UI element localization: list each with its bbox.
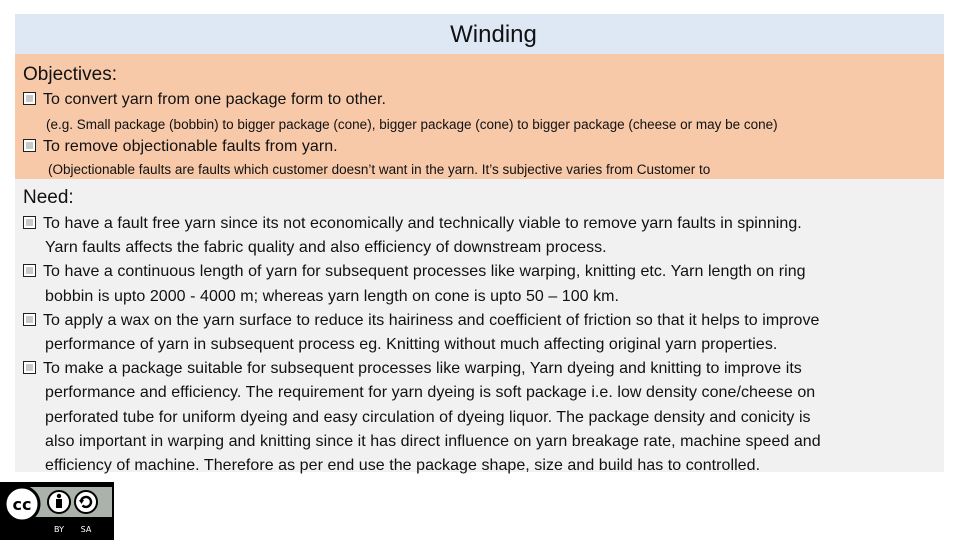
cc-by-sa-license-badge bbox=[0, 482, 114, 540]
need-item-line: To apply a wax on the yarn surface to reduce its hairiness and coefficient of friction so that it helps to improve bbox=[43, 311, 820, 329]
svg-text:SA: SA bbox=[80, 525, 92, 534]
need-item-line: To have a continuous length of yarn for subsequent processes like warping, knitting etc. Yarn length on ring bbox=[43, 263, 806, 281]
need-list bbox=[15, 212, 944, 478]
need-item-line: bobbin is upto 2000 - 4000 m; whereas yarn length on cone is upto 50 – 100 km. bbox=[45, 287, 620, 305]
need-item-line: Yarn faults affects the fabric quality and also efficiency of downstream process. bbox=[45, 239, 607, 257]
checkbox-bullet-icon bbox=[23, 139, 36, 152]
need-item-2 bbox=[23, 260, 952, 308]
title-bar bbox=[15, 14, 944, 54]
checkbox-bullet-icon bbox=[23, 92, 36, 105]
svg-text:BY: BY bbox=[54, 525, 64, 534]
need-section bbox=[15, 179, 944, 475]
slide-title: Winding bbox=[450, 21, 537, 48]
need-item-line: performance and efficiency. The requirement for yarn dyeing is soft package i.e. low density cone/cheese on bbox=[45, 384, 816, 402]
checkbox-bullet-icon bbox=[23, 216, 36, 229]
svg-text:cc: cc bbox=[12, 495, 32, 514]
need-item-line: To have a fault free yarn since its not economically and technically viable to remove yarn faults in spinning. bbox=[43, 215, 802, 232]
checkbox-bullet-icon bbox=[23, 361, 36, 374]
objectives-section bbox=[15, 54, 944, 179]
checkbox-bullet-icon bbox=[23, 264, 36, 277]
objectives-heading: Objectives: bbox=[23, 64, 117, 85]
need-heading: Need: bbox=[23, 187, 74, 208]
objective-item-1: To convert yarn from one package form to other. bbox=[23, 88, 940, 112]
objective-item-2: To remove objectionable faults from yarn. bbox=[23, 135, 940, 159]
need-item-3 bbox=[23, 309, 952, 357]
need-item-4 bbox=[23, 357, 952, 478]
need-item-line: To make a package suitable for subsequent processes like warping, Yarn dyeing and knitting to improve its bbox=[43, 360, 802, 378]
creative-commons-icon bbox=[0, 482, 114, 540]
need-item-line: also important in warping and knitting since it has direct influence on yarn breakage rate, machine speed and bbox=[45, 432, 821, 450]
checkbox-bullet-icon bbox=[23, 313, 36, 326]
objective-item-2-note: (Objectionable faults are faults which customer doesn’t want in the yarn. It’s subjective varies from Customer to bbox=[48, 162, 711, 177]
need-item-line: performance of yarn in subsequent process eg. Knitting without much affecting original yarn properties. bbox=[45, 336, 778, 354]
need-item-line: perforated tube for uniform dyeing and easy circulation of dyeing liquor. The package density and conicity is bbox=[45, 408, 811, 426]
need-item-1 bbox=[23, 212, 952, 260]
need-item-line: efficiency of machine. Therefore as per end use the package shape, size and build has to controlled. bbox=[45, 457, 761, 475]
objective-item-1-note: (e.g. Small package (bobbin) to bigger package (cone), bigger package (cone) to bigger package (cheese or may be cone) bbox=[46, 117, 778, 132]
